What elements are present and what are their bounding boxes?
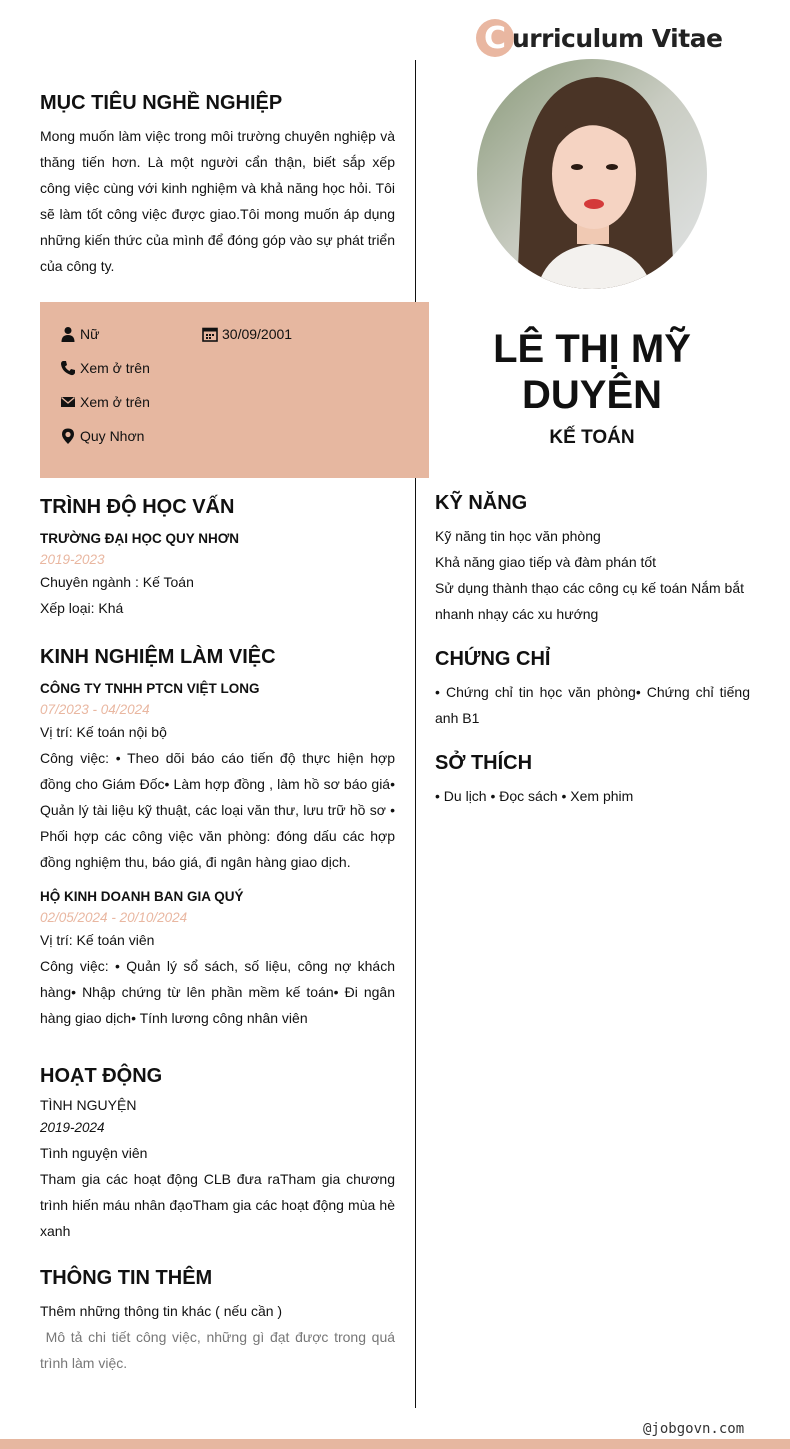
gender-item — [60, 326, 99, 342]
envelope-icon — [60, 394, 76, 410]
phone-item — [60, 360, 150, 376]
activity-role: Tình nguyện viên — [40, 1145, 148, 1161]
job-entry — [40, 889, 395, 1031]
hobbies-title: SỞ THÍCH — [435, 752, 533, 774]
footer-bar — [0, 1439, 790, 1449]
job-duties: Công việc: • Quản lý sổ sách, số liệu, công nợ khách hàng• Nhập chứng từ lên phần mềm kế toán• Đi ngân hàng giao dịch• Tính lương công nhân viên — [40, 958, 395, 1026]
job-duties: Công việc: • Theo dõi báo cáo tiến độ thực hiện hợp đồng cho Giám Đốc• Làm hợp đồng , làm hồ sơ báo giá• Quản lý tài liệu kỹ thuật, các loại văn thư, lưu trữ hồ sơ • Phối hợp các công việc văn phòng: đóng dấu các hợp đồng nghiệm thu, báo giá, đi ngân hàng giao dịch. — [40, 750, 395, 870]
job-title: KẾ TOÁN — [549, 427, 635, 448]
company-name: CÔNG TY TNHH PTCN VIỆT LONG — [40, 681, 260, 696]
profile-photo — [477, 59, 707, 289]
experience-section — [40, 646, 395, 1031]
email-value[interactable]: Xem ở trên — [80, 394, 150, 410]
activities-title: HOẠT ĐỘNG — [40, 1065, 163, 1087]
gender-value: Nữ — [80, 326, 100, 342]
phone-value[interactable]: Xem ở trên — [80, 360, 150, 376]
certificates-title: CHỨNG CHỈ — [435, 648, 551, 670]
objective-text: Mong muốn làm việc trong môi trường chuyên nghiệp và thăng tiến hơn. Là một người cẩn thận, biết sắp xếp công việc cùng với kinh nghiệm và khả năng học hỏi. Tôi sẽ làm tốt công việc được giao.Tôi mong muốn áp dụng những kiến thức của mình để đóng góp vào sự phát triển của công ty. — [40, 128, 395, 274]
additional-title: THÔNG TIN THÊM — [40, 1267, 213, 1289]
phone-icon — [60, 360, 76, 376]
contact-box — [40, 302, 429, 478]
logo-letter: C — [476, 19, 514, 57]
job-period: 02/05/2024 - 20/10/2024 — [40, 910, 188, 925]
experience-title: KINH NGHIỆM LÀM VIỆC — [40, 646, 276, 668]
email-item — [60, 394, 150, 410]
objective-section — [40, 92, 395, 279]
job-position: Vị trí: Kế toán nội bộ — [40, 724, 167, 740]
company-name: HỘ KINH DOANH BAN GIA QUÝ — [40, 889, 244, 904]
person-icon — [60, 326, 76, 342]
calendar-icon — [202, 326, 218, 342]
column-divider — [415, 60, 416, 1408]
education-period: 2019-2023 — [40, 552, 105, 567]
skill-item: Sử dụng thành thạo các công cụ kế toán Nắm bắt nhanh nhạy các xu hướng — [435, 580, 745, 622]
hobbies-text: • Du lịch • Đọc sách • Xem phim — [435, 788, 634, 804]
activities-section — [40, 1065, 395, 1244]
additional-line-1: Thêm những thông tin khác ( nếu cần ) — [40, 1303, 283, 1319]
address-item — [60, 428, 144, 444]
skill-item: Khả năng giao tiếp và đàm phán tốt — [435, 554, 657, 570]
watermark: @jobgovn.com — [643, 1421, 745, 1437]
education-grade: Xếp loại: Khá — [40, 600, 124, 616]
birthdate-value: 30/09/2001 — [222, 326, 293, 342]
cv-logo — [476, 16, 723, 60]
school-name: TRƯỜNG ĐẠI HỌC QUY NHƠN — [40, 531, 239, 546]
activity-org: TÌNH NGUYỆN — [40, 1097, 137, 1113]
candidate-name: LÊ THỊ MỸ DUYÊN — [493, 327, 691, 417]
additional-section — [40, 1267, 399, 1376]
skills-title: KỸ NĂNG — [435, 492, 528, 514]
job-position: Vị trí: Kế toán viên — [40, 932, 155, 948]
hobbies-section — [435, 752, 750, 809]
education-major: Chuyên ngành : Kế Toán — [40, 574, 194, 590]
education-title: TRÌNH ĐỘ HỌC VẤN — [40, 496, 235, 518]
additional-line-2: Mô tả chi tiết công việc, những gì đạt được trong quá trình làm việc. — [40, 1329, 399, 1371]
skills-section — [435, 492, 750, 627]
location-pin-icon — [60, 428, 76, 444]
certificates-text: • Chứng chỉ tin học văn phòng• Chứng chỉ tiếng anh B1 — [435, 684, 750, 726]
activity-text: Tham gia các hoạt động CLB đưa raTham gia chương trình hiến máu nhân đạoTham gia các hoạt động mùa hè xanh — [40, 1171, 395, 1239]
certificates-section — [435, 648, 750, 731]
skill-item: Kỹ năng tin học văn phòng — [435, 528, 601, 544]
address-value: Quy Nhơn — [80, 428, 145, 444]
job-entry — [40, 681, 395, 875]
objective-title: MỤC TIÊU NGHỀ NGHIỆP — [40, 92, 283, 114]
education-section — [40, 496, 395, 621]
logo-text: urriculum Vitae — [512, 23, 723, 53]
birthdate-item — [202, 326, 292, 342]
activity-period: 2019-2024 — [40, 1120, 105, 1135]
job-period: 07/2023 - 04/2024 — [40, 702, 150, 717]
